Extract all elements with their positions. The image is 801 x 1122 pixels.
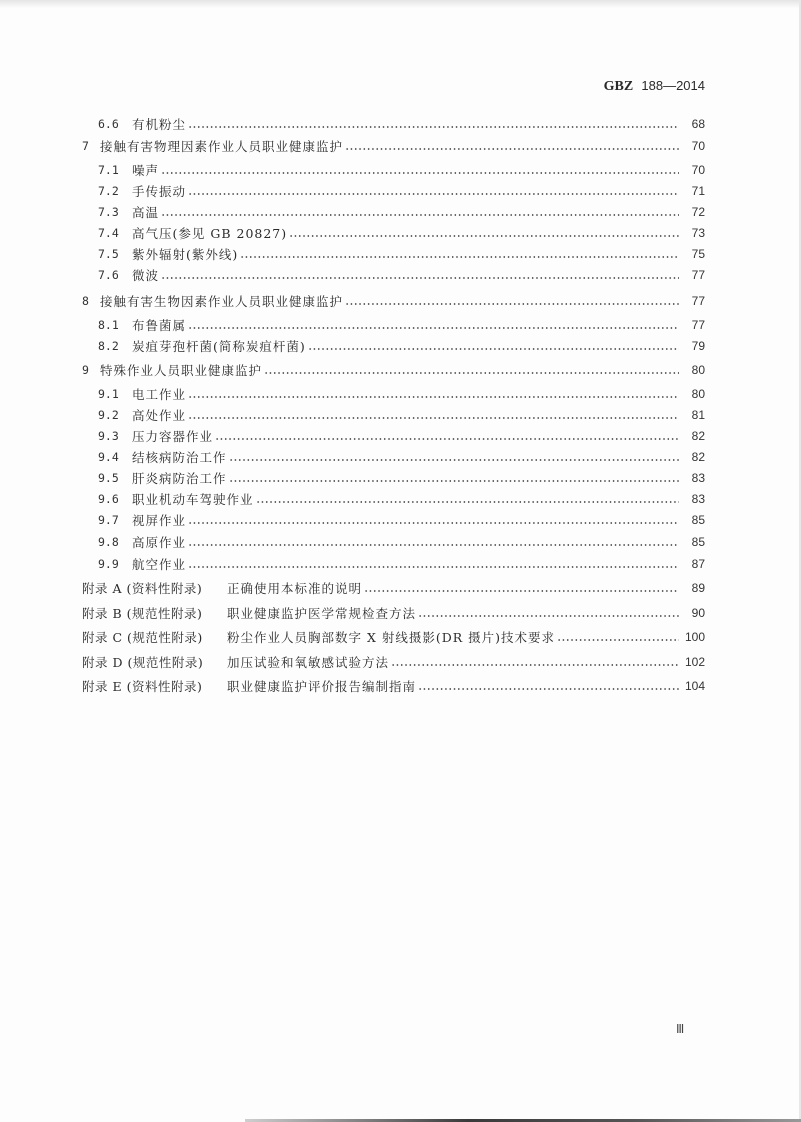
- toc-appendix-label: 附录 D (规范性附录): [82, 655, 204, 670]
- toc-section-entry[interactable]: [82, 426, 705, 446]
- toc-page-number: 77: [691, 294, 705, 308]
- toc-page-number: 85: [691, 513, 705, 527]
- toc-appendix-entry[interactable]: [82, 578, 705, 598]
- toc-section-entry[interactable]: [82, 554, 705, 574]
- toc-entry-number: 9.8: [98, 535, 119, 549]
- dot-leader: [229, 480, 679, 482]
- toc-entry-title: 粉尘作业人员胸部数字 X 射线摄影(DR 摄片)技术要求: [227, 630, 556, 645]
- toc-page-number: 70: [691, 163, 705, 177]
- toc-entry-title: 压力容器作业: [132, 429, 214, 444]
- toc-appendix-label: 附录 E (资料性附录): [82, 679, 203, 694]
- toc-entry-number: 9.2: [98, 408, 119, 422]
- toc-entry-title: 紫外辐射(紫外线): [132, 247, 239, 262]
- toc-page-number: 70: [691, 139, 705, 153]
- toc-entry-title: 加压试验和氧敏感试验方法: [227, 655, 390, 670]
- toc-section-entry[interactable]: [82, 532, 705, 552]
- toc-section-entry[interactable]: [82, 405, 705, 425]
- dot-leader: [264, 372, 679, 374]
- toc-entry-title: 职业健康监护医学常规检查方法: [227, 606, 417, 621]
- dot-leader: [161, 277, 679, 279]
- toc-entry-title: 高气压(参见 GB 20827): [132, 226, 288, 241]
- toc-entry-title: 正确使用本标准的说明: [227, 581, 363, 596]
- toc-entry-title: 高原作业: [132, 535, 187, 550]
- toc-page-number: 90: [691, 606, 705, 620]
- toc-entry-title: 有机粉尘: [132, 117, 187, 132]
- toc-section-entry[interactable]: [82, 114, 705, 134]
- toc-chapter-entry[interactable]: [82, 136, 705, 156]
- toc-page-number: 81: [691, 408, 705, 422]
- page-number: Ⅲ: [676, 1022, 685, 1036]
- dot-leader: [188, 193, 679, 195]
- toc-entry-number: 7.2: [98, 184, 119, 198]
- toc-appendix-entry[interactable]: [82, 627, 705, 647]
- toc-entry-title: 接触有害生物因素作业人员职业健康监护: [100, 294, 344, 309]
- scan-top-shadow: [0, 0, 801, 8]
- toc-entry-number: 7.6: [98, 268, 119, 282]
- toc-appendix-entry[interactable]: [82, 676, 705, 696]
- toc-entry-number: 9.4: [98, 450, 119, 464]
- toc-page-number: 83: [691, 492, 705, 506]
- dot-leader: [308, 348, 679, 350]
- toc-entry-title: 微波: [132, 268, 160, 283]
- toc-entry-title: 手传振动: [132, 184, 187, 199]
- toc-page-number: 73: [691, 226, 705, 240]
- toc-entry-title: 结核病防治工作: [132, 450, 227, 465]
- toc-section-entry[interactable]: [82, 223, 705, 243]
- toc-entry-number: 9.3: [98, 429, 119, 443]
- toc-chapter-entry[interactable]: [82, 360, 705, 380]
- toc-appendix-label: 附录 B (规范性附录): [82, 606, 203, 621]
- toc-entry-title: 职业机动车驾驶作业: [132, 492, 254, 507]
- dot-leader: [188, 327, 679, 329]
- toc-page-number: 82: [691, 450, 705, 464]
- dot-leader: [188, 522, 679, 524]
- dot-leader: [188, 396, 679, 398]
- dot-leader: [418, 688, 679, 690]
- toc-entry-number: 9.9: [98, 557, 119, 571]
- toc-section-entry[interactable]: [82, 202, 705, 222]
- dot-leader: [391, 664, 679, 666]
- toc-page-number: 77: [691, 318, 705, 332]
- toc-page-number: 80: [691, 387, 705, 401]
- toc-page-number: 104: [684, 679, 705, 693]
- toc-page-number: 72: [691, 205, 705, 219]
- toc-entry-number: 7.4: [98, 226, 119, 240]
- toc-section-entry[interactable]: [82, 160, 705, 180]
- toc-entry-number: 7.3: [98, 205, 119, 219]
- toc-page-number: 85: [691, 535, 705, 549]
- toc-entry-number: 8: [82, 294, 89, 308]
- toc-entry-title: 布鲁菌属: [132, 318, 187, 333]
- toc-appendix-entry[interactable]: [82, 603, 705, 623]
- toc-section-entry[interactable]: [82, 244, 705, 264]
- toc-section-entry[interactable]: [82, 315, 705, 335]
- toc-chapter-entry[interactable]: [82, 291, 705, 311]
- toc-entry-title: 接触有害物理因素作业人员职业健康监护: [100, 139, 344, 154]
- toc-page-number: 77: [691, 268, 705, 282]
- toc-page-number: 89: [691, 581, 705, 595]
- toc-entry-title: 肝炎病防治工作: [132, 471, 227, 486]
- dot-leader: [418, 615, 679, 617]
- dot-leader: [557, 639, 679, 641]
- dot-leader: [364, 590, 679, 592]
- toc-entry-title: 炭疽芽孢杆菌(简称炭疽杆菌): [132, 339, 306, 354]
- dot-leader: [188, 544, 679, 546]
- toc-page-number: 83: [691, 471, 705, 485]
- toc-appendix-label: 附录 A (资料性附录): [82, 581, 203, 596]
- dot-leader: [289, 235, 679, 237]
- toc-section-entry[interactable]: [82, 468, 705, 488]
- toc-page-number: 71: [691, 184, 705, 198]
- toc-section-entry[interactable]: [82, 447, 705, 467]
- toc-section-entry[interactable]: [82, 181, 705, 201]
- toc-entry-number: 7: [82, 139, 89, 153]
- toc-entry-title: 电工作业: [132, 387, 187, 402]
- dot-leader: [188, 126, 679, 128]
- toc-entry-title: 航空作业: [132, 557, 187, 572]
- toc-entry-title: 噪声: [132, 163, 160, 178]
- standard-code: GBZ: [603, 79, 634, 94]
- toc-entry-title: 特殊作业人员职业健康监护: [100, 363, 263, 378]
- toc-entry-title: 高处作业: [132, 408, 187, 423]
- dot-leader: [229, 459, 679, 461]
- toc-section-entry[interactable]: [82, 489, 705, 509]
- toc-entry-number: 9.6: [98, 492, 119, 506]
- toc-page-number: 100: [684, 630, 705, 644]
- dot-leader: [215, 438, 679, 440]
- page-header: [560, 78, 705, 95]
- dot-leader: [161, 172, 679, 174]
- toc-page-number: 87: [691, 557, 705, 571]
- toc-entry-number: 6.6: [98, 117, 119, 131]
- toc-page-number: 75: [691, 247, 705, 261]
- toc-page-number: 80: [691, 363, 705, 377]
- toc-entry-number: 9.5: [98, 471, 119, 485]
- toc-entry-title: 职业健康监护评价报告编制指南: [227, 679, 417, 694]
- toc-section-entry[interactable]: [82, 384, 705, 404]
- dot-leader: [188, 417, 679, 419]
- toc-entry-title: 高温: [132, 205, 160, 220]
- toc-appendix-entry[interactable]: [82, 652, 705, 672]
- toc-entry-number: 9.7: [98, 513, 119, 527]
- standard-number: 188—2014: [641, 78, 705, 93]
- dot-leader: [345, 148, 679, 150]
- dot-leader: [345, 303, 679, 305]
- toc-entry-number: 7.5: [98, 247, 119, 261]
- toc-section-entry[interactable]: [82, 265, 705, 285]
- toc-page-number: 102: [684, 655, 705, 669]
- toc-section-entry[interactable]: [82, 510, 705, 530]
- toc-entry-number: 9.1: [98, 387, 119, 401]
- toc-entry-number: 7.1: [98, 163, 119, 177]
- toc-appendix-label: 附录 C (规范性附录): [82, 630, 203, 645]
- toc-entry-number: 9: [82, 363, 89, 377]
- toc-section-entry[interactable]: [82, 336, 705, 356]
- dot-leader: [188, 566, 679, 568]
- toc-entry-number: 8.1: [98, 318, 119, 332]
- toc-page-number: 68: [691, 117, 705, 131]
- toc-page-number: 79: [691, 339, 705, 353]
- toc-entry-title: 视屏作业: [132, 513, 187, 528]
- dot-leader: [161, 214, 679, 216]
- toc-entry-number: 8.2: [98, 339, 119, 353]
- dot-leader: [256, 501, 679, 503]
- dot-leader: [240, 256, 679, 258]
- toc-page-number: 82: [691, 429, 705, 443]
